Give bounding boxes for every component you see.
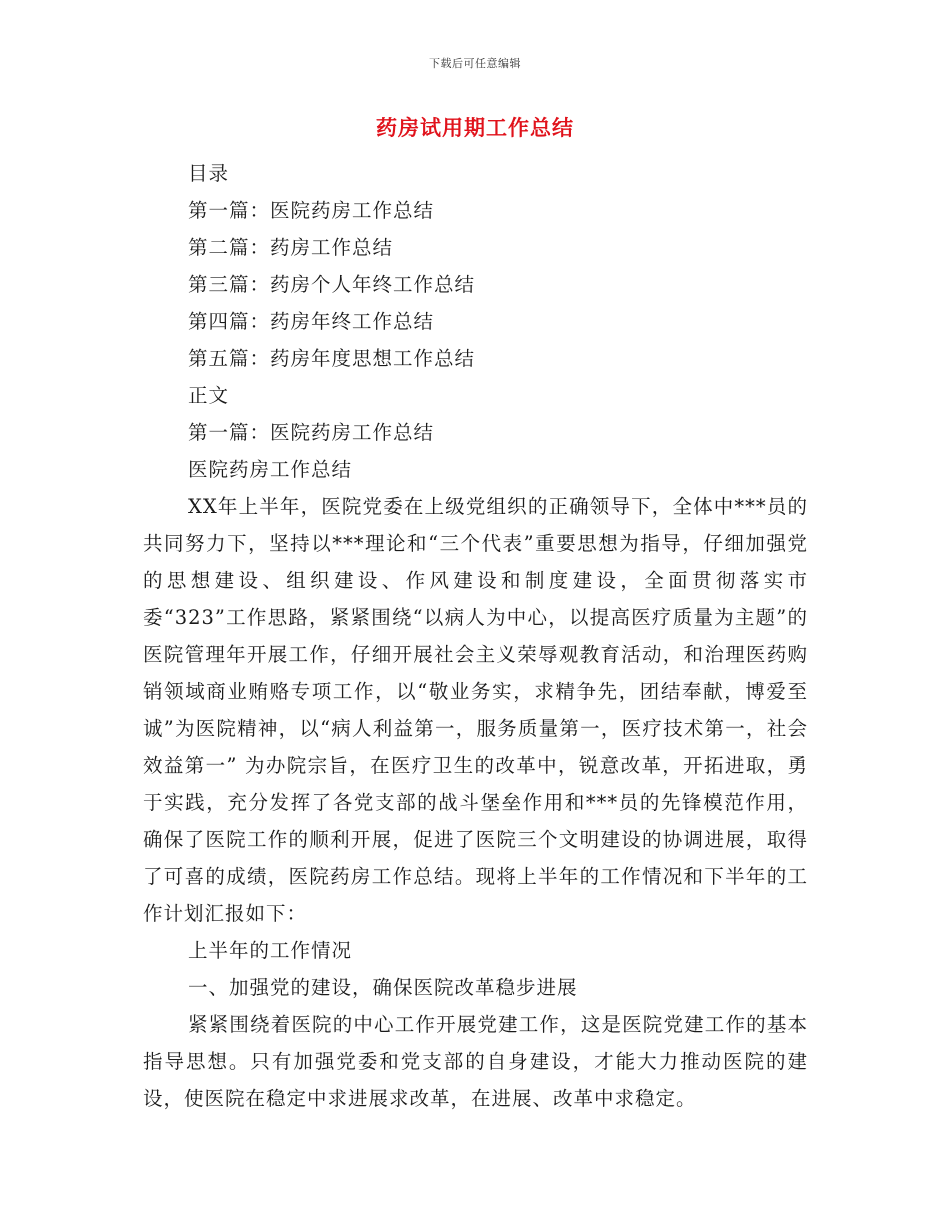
body-heading: 正文	[188, 384, 230, 407]
paragraph-intro: XX年上半年，医院党委在上级党组织的正确领导下，全体中***员的共同努力下，坚持以***理论和“三个代表”重要思想为指导，仔细加强党的思想建设、组织建设、作风建设和制度建设，全面贯彻落实市委“323”工作思路，紧紧围绕“以病人为中心，以提高医疗质量为主题”的医院管理年开展工作，仔细开展社会主义荣辱观教育活动，和治理医药购销领域商业贿赂专项工作，以“敬业务实，求精争先，团结奉献，博爱至诚”为医院精神，以“病人利益第一，服务质量第一，医疗技术第一，社会效益第一” 为办院宗旨，在医疗卫生的改革中，锐意改革，开拓进取，勇于实践，充分发挥了各党支部的战斗堡垒作用和***员的先锋模范作用，确保了医院工作的顺利开展，促进了医院三个文明建设的协调进展，取得了可喜的成绩，医院药房工作总结。现将上半年的工作情况和下半年的工作计划汇报如下：	[143, 495, 808, 925]
toc-item: 第二篇：药房工作总结	[188, 236, 394, 259]
toc-item: 第四篇：药房年终工作总结	[188, 310, 435, 333]
section-heading: 上半年的工作情况	[188, 939, 353, 962]
chapter-label: 第一篇：医院药房工作总结	[188, 421, 435, 444]
chapter-title: 医院药房工作总结	[188, 458, 353, 481]
header-note: 下载后可任意编辑	[429, 57, 521, 70]
toc-item: 第三篇：药房个人年终工作总结	[188, 273, 476, 296]
document-title: 药房试用期工作总结	[376, 115, 574, 140]
toc-item: 第一篇：医院药房工作总结	[188, 199, 435, 222]
paragraph-party-building: 紧紧围绕着医院的中心工作开展党建工作，这是医院党建工作的基本指导思想。只有加强党委和党支部的自身建设，才能大力推动医院的建设，使医院在稳定中求进展求改革，在进展、改革中求稳定。	[143, 1013, 808, 1110]
toc-item: 第五篇：药房年度思想工作总结	[188, 347, 476, 370]
toc-heading: 目录	[188, 162, 230, 185]
document-body	[143, 155, 808, 1117]
subsection-heading: 一、加强党的建设，确保医院改革稳步进展	[188, 976, 578, 999]
